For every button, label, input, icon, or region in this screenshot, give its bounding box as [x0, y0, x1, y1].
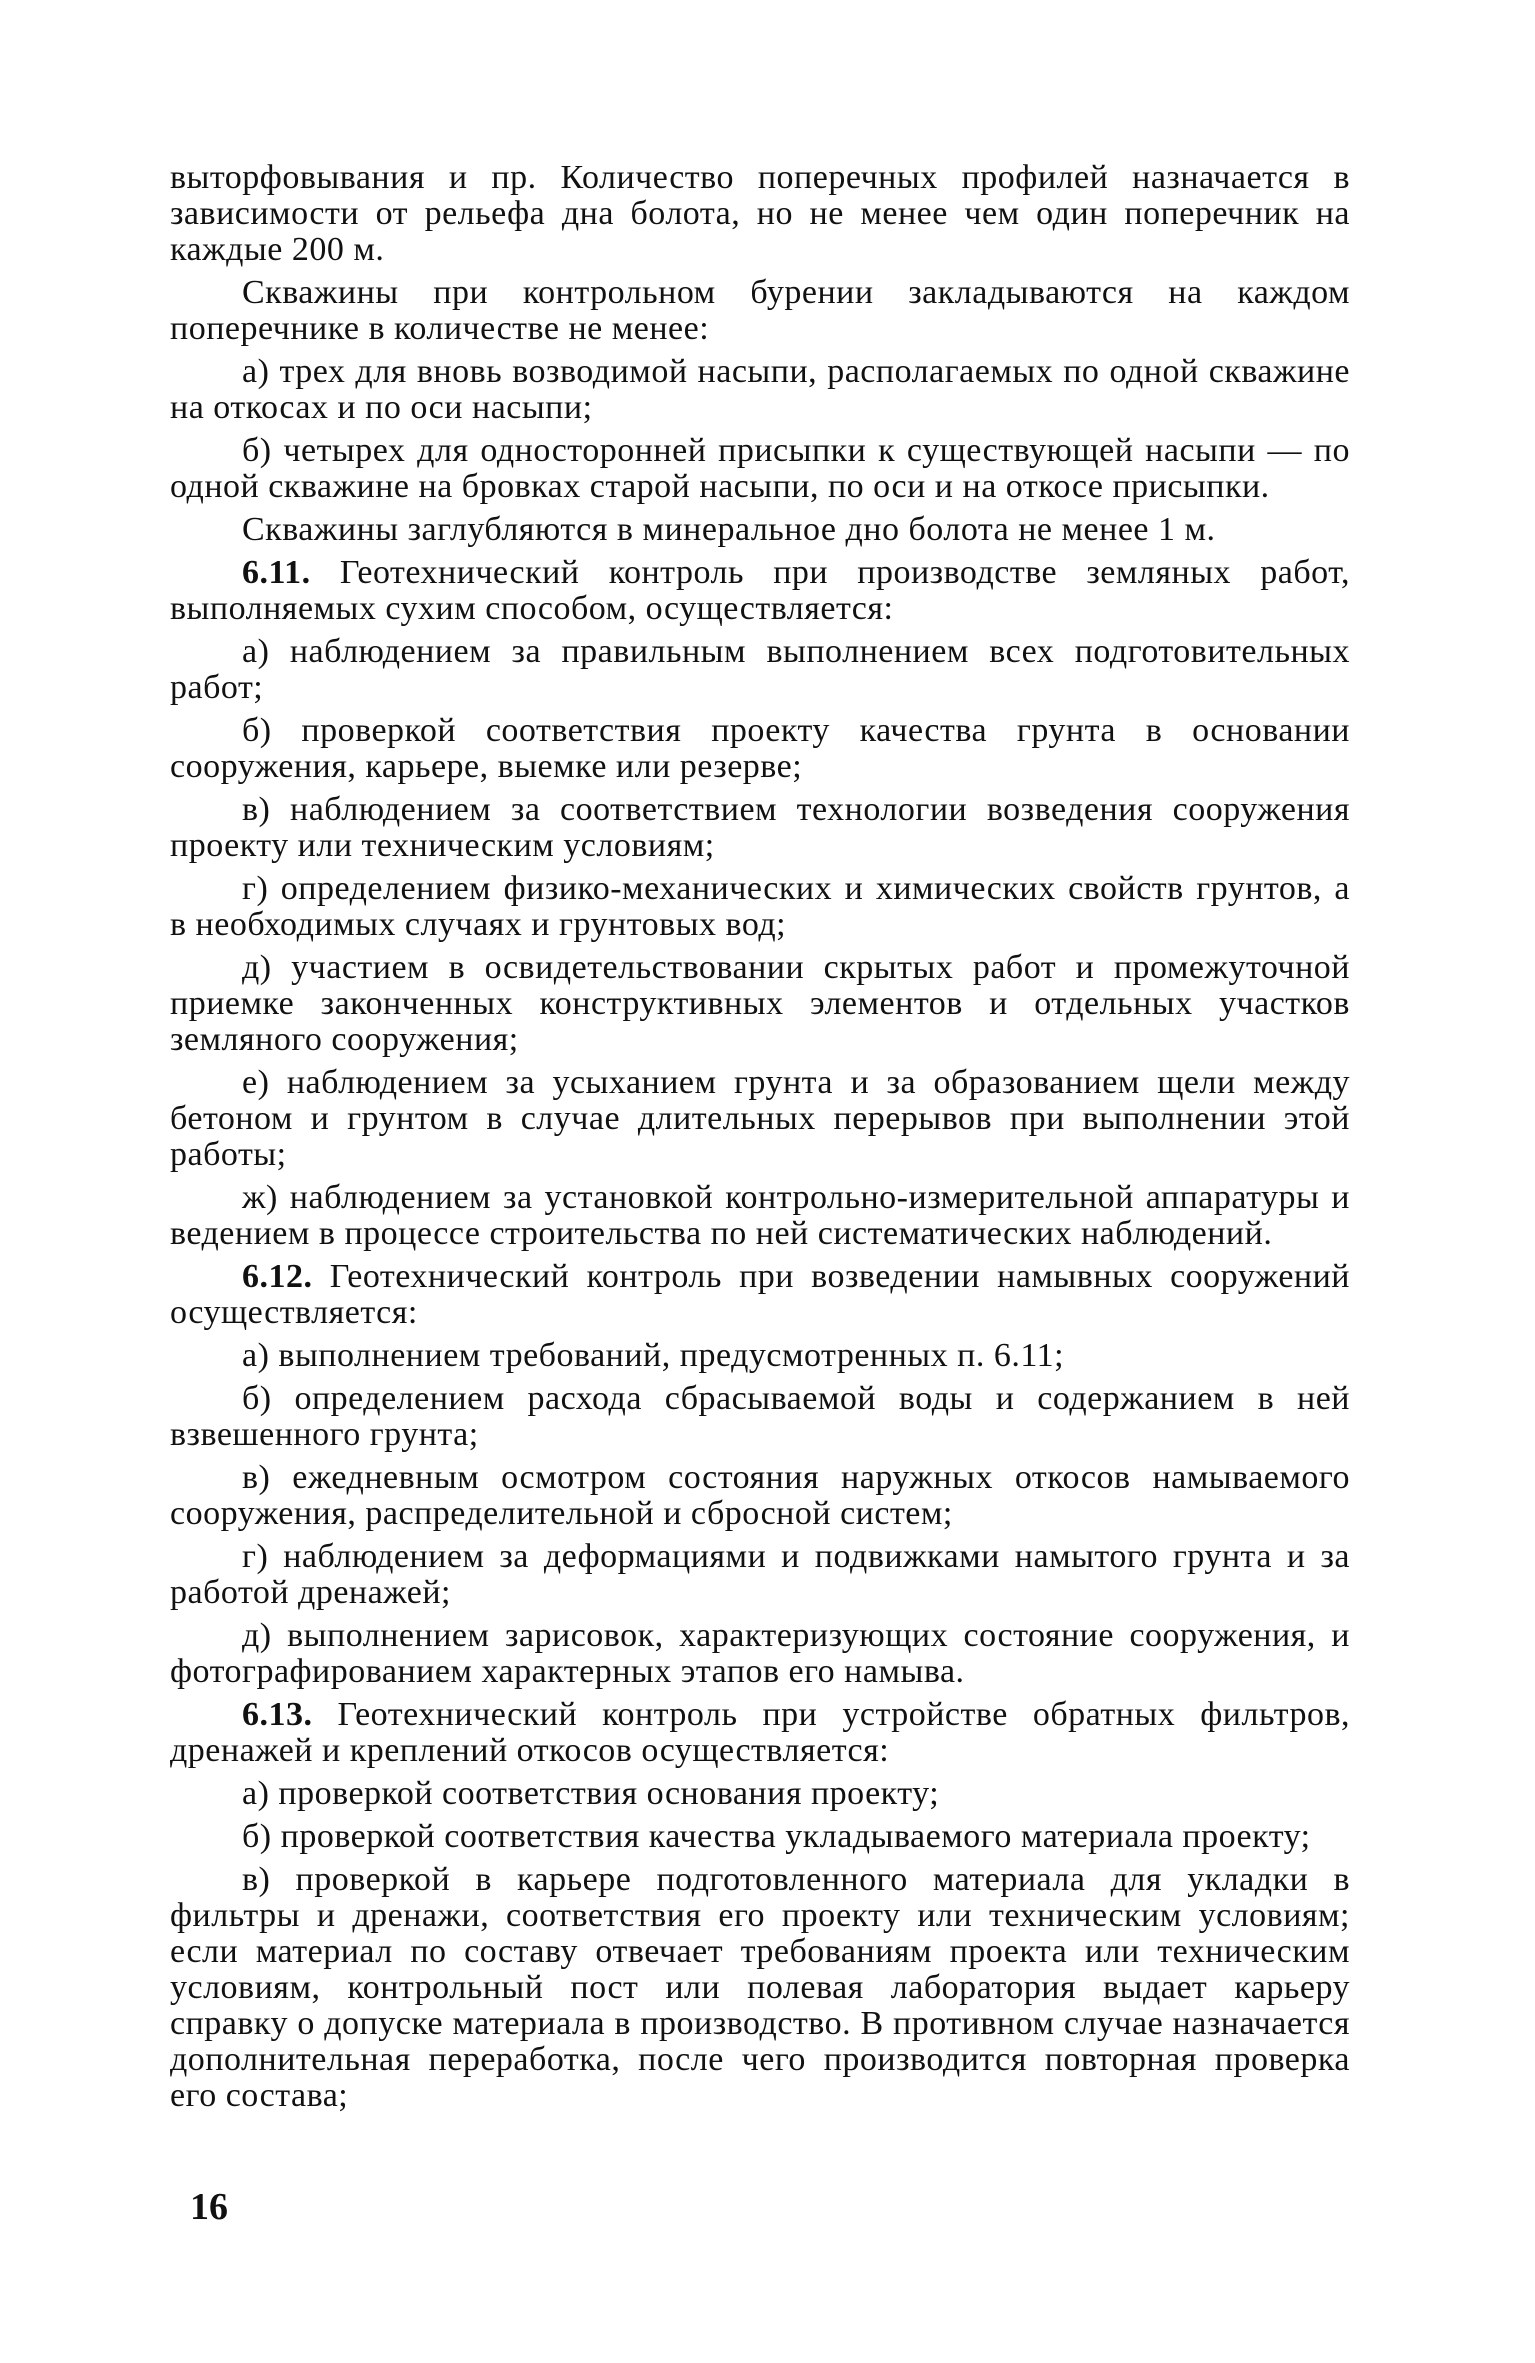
section-number: 6.11.: [242, 554, 311, 591]
page-number: 16: [190, 2186, 228, 2228]
list-item: а) наблюдением за правильным выполнением всех подготовительных работ;: [170, 633, 1350, 706]
section-6-13: 6.13. Геотехнический контроль при устройстве обратных фильтров, дренажей и креплений откосов осуществляется:: [170, 1696, 1350, 1769]
paragraph: Скважины заглубляются в минеральное дно болота не менее 1 м.: [242, 511, 1216, 548]
list-item: в) проверкой в карьере подготовленного материала для укладки в фильтры и дренажи, соответствия его проекту или техническим условиям; если материал по составу отвечает требованиям проекта или техническим условиям, контрольный пост или полевая лаборатория выдает карьеру справку о допуске материала в производство. В противном случае назначается дополнительная переработка, после чего производится повторная проверка его состава;: [170, 1861, 1350, 2114]
section-number: 6.13.: [242, 1696, 313, 1733]
list-item: а) выполнением требований, предусмотренных п. 6.11;: [242, 1337, 1065, 1374]
page-text: [170, 160, 1350, 2121]
list-item: б) проверкой соответствия проекту качества грунта в основании сооружения, карьере, выемке или резерве;: [170, 712, 1350, 785]
list-item: в) наблюдением за соответствием технологии возведения сооружения проекту или техническим условиям;: [170, 791, 1350, 864]
section-6-12: 6.12. Геотехнический контроль при возведении намывных сооружений осуществляется:: [170, 1258, 1350, 1331]
list-item: д) участием в освидетельствовании скрытых работ и промежуточной приемке законченных конструктивных элементов и отдельных участков земляного сооружения;: [170, 949, 1350, 1058]
list-item: б) проверкой соответствия качества укладываемого материала проекту;: [242, 1818, 1311, 1855]
list-item: ж) наблюдением за установкой контрольно-измерительной аппаратуры и ведением в процессе строительства по ней систематических наблюдений.: [170, 1179, 1350, 1252]
section-6-11: 6.11. Геотехнический контроль при производстве земляных работ, выполняемых сухим способом, осуществляется:: [170, 554, 1350, 627]
list-item: е) наблюдением за усыханием грунта и за образованием щели между бетоном и грунтом в случае длительных перерывов при выполнении этой работы;: [170, 1064, 1350, 1173]
list-item: д) выполнением зарисовок, характеризующих состояние сооружения, и фотографированием характерных этапов его намыва.: [170, 1617, 1350, 1690]
list-item: а) проверкой соответствия основания проекту;: [242, 1775, 940, 1812]
list-item: г) определением физико-механических и химических свойств грунтов, а в необходимых случаях и грунтовых вод;: [170, 870, 1350, 943]
list-item: г) наблюдением за деформациями и подвижками намытого грунта и за работой дренажей;: [170, 1538, 1350, 1611]
list-item: а) трех для вновь возводимой насыпи, располагаемых по одной скважине на откосах и по оси насыпи;: [170, 353, 1350, 426]
paragraph: выторфовывания и пр. Количество поперечных профилей назначается в зависимости от рельефа дна болота, но не менее чем один поперечник на каждые 200 м.: [170, 159, 1350, 268]
list-item: в) ежедневным осмотром состояния наружных откосов намываемого сооружения, распределительной и сбросной систем;: [170, 1459, 1350, 1532]
list-item: б) определением расхода сбрасываемой воды и содержанием в ней взвешенного грунта;: [170, 1380, 1350, 1453]
list-item: б) четырех для односторонней присыпки к существующей насыпи — по одной скважине на бровках старой насыпи, по оси и на откосе присыпки.: [170, 432, 1350, 505]
section-number: 6.12.: [242, 1258, 313, 1295]
paragraph: Скважины при контрольном бурении закладываются на каждом поперечнике в количестве не менее:: [170, 274, 1350, 347]
